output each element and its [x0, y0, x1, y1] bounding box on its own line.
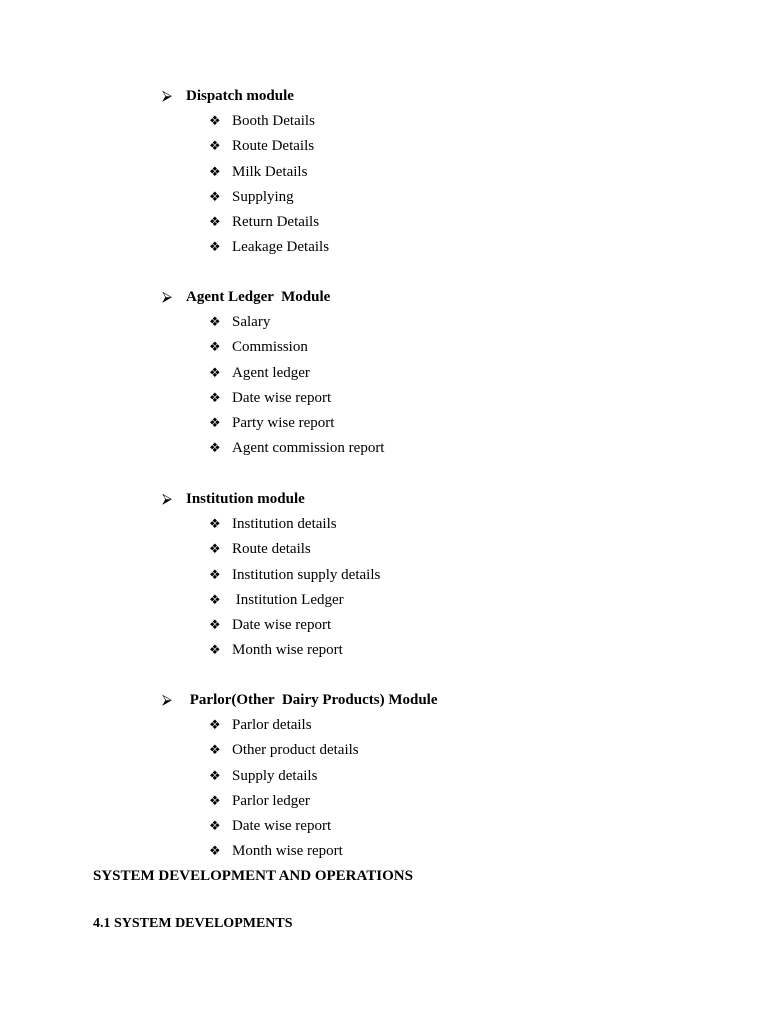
module-heading	[162, 87, 294, 105]
diamond-bullet-icon: ❖	[209, 339, 221, 355]
list-item-label: Party wise report	[232, 415, 335, 432]
diamond-bullet-icon: ❖	[209, 717, 221, 732]
list-item	[209, 741, 359, 766]
diamond-bullet-icon: ❖	[209, 188, 221, 204]
list-item-label: Route details	[232, 541, 311, 558]
list-item	[209, 817, 359, 842]
sub-item-list	[209, 515, 380, 667]
list-item-label: Month wise report	[232, 843, 343, 860]
module-heading	[162, 490, 305, 508]
list-item-label: Date wise report	[232, 818, 332, 835]
module-heading	[162, 288, 330, 306]
list-item	[209, 364, 384, 389]
list-item-label: Supplying	[232, 188, 294, 205]
list-item-label: Salary	[232, 314, 271, 330]
list-item-label: Parlor details	[232, 717, 312, 733]
diamond-bullet-icon: ❖	[209, 163, 221, 179]
sub-item-list	[209, 716, 359, 868]
list-item	[209, 515, 380, 540]
list-item	[209, 414, 384, 439]
list-item	[209, 540, 380, 565]
list-item	[209, 591, 380, 616]
diamond-bullet-icon: ❖	[209, 415, 221, 431]
diamond-bullet-icon: ❖	[209, 113, 221, 128]
arrow-bullet-icon: ⮚	[162, 89, 172, 104]
list-item	[209, 163, 329, 188]
diamond-bullet-icon: ❖	[209, 314, 221, 329]
diamond-bullet-icon: ❖	[209, 214, 221, 230]
diamond-bullet-icon: ❖	[209, 767, 221, 783]
module-title: Institution module	[186, 491, 305, 507]
diamond-bullet-icon: ❖	[209, 617, 221, 633]
list-item	[209, 842, 359, 867]
list-item-label: Commission	[232, 339, 308, 356]
list-item	[209, 188, 329, 213]
list-item	[209, 716, 359, 741]
arrow-bullet-icon: ⮚	[162, 290, 172, 305]
list-item-label: Institution supply details	[232, 566, 381, 583]
diamond-bullet-icon: ❖	[209, 843, 221, 859]
arrow-bullet-icon: ⮚	[162, 492, 172, 507]
sub-item-list	[209, 313, 384, 465]
diamond-bullet-icon: ❖	[209, 389, 221, 405]
list-item	[209, 792, 359, 817]
diamond-bullet-icon: ❖	[209, 541, 221, 557]
list-item-label: Other product details	[232, 742, 359, 759]
list-item-label: Date wise report	[232, 617, 332, 634]
list-item-label: Supply details	[232, 767, 318, 784]
diamond-bullet-icon: ❖	[209, 138, 221, 154]
list-item-label: Parlor ledger	[232, 792, 310, 809]
list-item	[209, 112, 329, 137]
section-heading: SYSTEM DEVELOPMENT AND OPERATIONS	[93, 868, 413, 884]
diamond-bullet-icon: ❖	[209, 364, 221, 380]
diamond-bullet-icon: ❖	[209, 440, 221, 456]
list-item-label: Agent commission report	[232, 440, 385, 457]
module-title: Parlor(Other Dairy Products) Module	[186, 692, 438, 708]
module-heading	[162, 691, 437, 709]
list-item-label: Leakage Details	[232, 239, 330, 256]
diamond-bullet-icon: ❖	[209, 642, 221, 658]
list-item-label: Booth Details	[232, 113, 315, 129]
list-item	[209, 313, 384, 338]
list-item	[209, 641, 380, 666]
list-item	[209, 213, 329, 238]
list-item	[209, 338, 384, 363]
list-item	[209, 389, 384, 414]
list-item-label: Agent ledger	[232, 364, 310, 381]
sub-item-list	[209, 112, 329, 264]
list-item-label: Institution Ledger	[232, 591, 344, 608]
arrow-bullet-icon: ⮚	[162, 693, 172, 708]
list-item	[209, 767, 359, 792]
diamond-bullet-icon: ❖	[209, 742, 221, 758]
list-item-label: Return Details	[232, 214, 320, 231]
subsection-heading: 4.1 SYSTEM DEVELOPMENTS	[93, 916, 293, 931]
list-item	[209, 238, 329, 263]
list-item-label: Date wise report	[232, 389, 332, 406]
diamond-bullet-icon: ❖	[209, 591, 221, 607]
list-item	[209, 616, 380, 641]
list-item-label: Institution details	[232, 516, 337, 532]
diamond-bullet-icon: ❖	[209, 818, 221, 834]
list-item	[209, 439, 384, 464]
diamond-bullet-icon: ❖	[209, 239, 221, 255]
list-item	[209, 566, 380, 591]
diamond-bullet-icon: ❖	[209, 516, 221, 531]
list-item-label: Route Details	[232, 138, 315, 155]
module-title: Dispatch module	[186, 88, 294, 104]
list-item-label: Month wise report	[232, 642, 343, 659]
list-item-label: Milk Details	[232, 163, 308, 180]
list-item	[209, 137, 329, 162]
diamond-bullet-icon: ❖	[209, 566, 221, 582]
module-title: Agent Ledger Module	[186, 289, 331, 305]
diamond-bullet-icon: ❖	[209, 792, 221, 808]
